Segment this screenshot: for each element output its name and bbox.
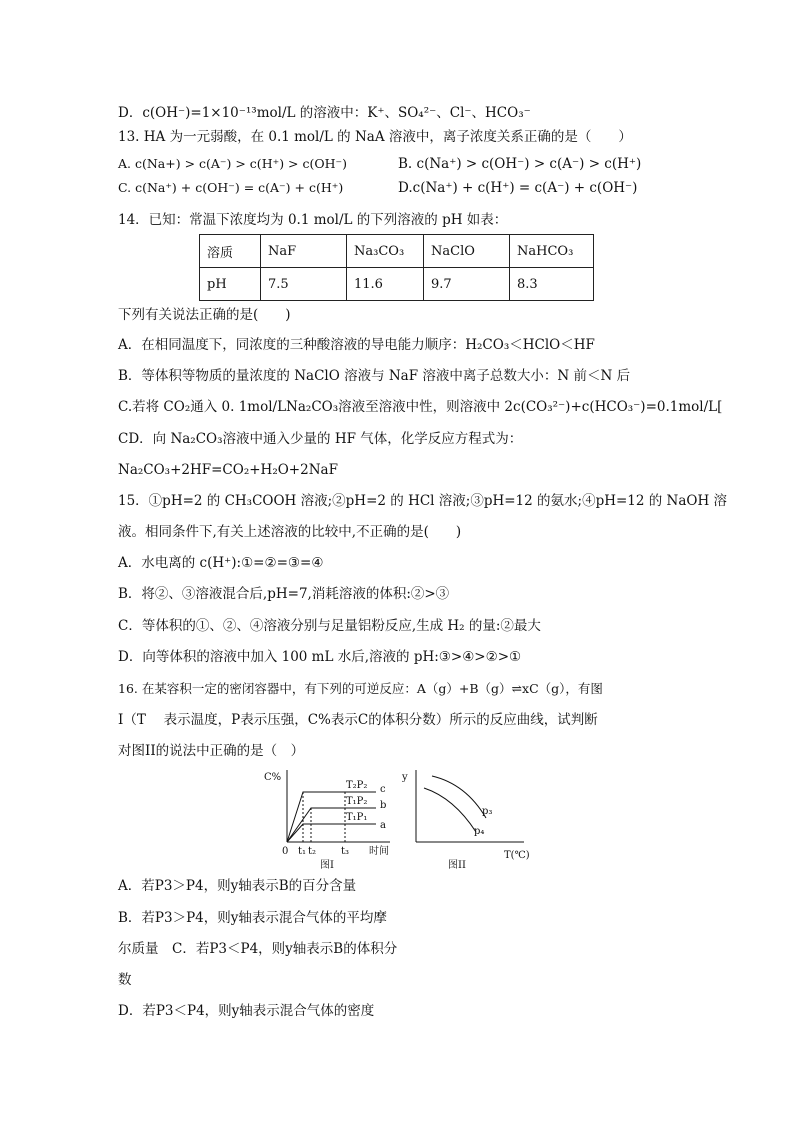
fig1-tag-a: a <box>380 820 386 831</box>
q16-stem-line3: 对图II的说法中正确的是（ ） <box>118 743 305 759</box>
fig2-xlabel: T(℃) <box>504 850 530 861</box>
fig1-tick-t1: t₁ <box>298 846 307 857</box>
fig1-xlabel: 时间 <box>369 846 389 857</box>
fig2-label-p3: p₃ <box>482 806 493 817</box>
q15-stem-line2: 液。相同条件下,有关上述溶液的比较中,不正确的是( ) <box>118 524 462 540</box>
q16-option-b-line1: B．若P3＞P4，则y轴表示混合气体的平均摩 <box>118 910 387 926</box>
fig2-curve-p4 <box>424 788 476 832</box>
q14-option-d-line2: Na₂CO₃+2HF=CO₂+H₂O+2NaF <box>118 462 338 478</box>
table-cell: 7.5 <box>261 268 347 301</box>
fig1-label-t2p2: T₂P₂ <box>346 780 368 791</box>
table-row <box>200 268 594 301</box>
fig2-label-p4: p₄ <box>474 826 485 837</box>
q13-option-a: A. c(Na+) > c(A⁻) > c(H⁺) > c(OH⁻) <box>118 156 347 171</box>
q14-option-a: A．在相同温度下，同浓度的三种酸溶液的导电能力顺序：H₂CO₃＜HClO＜HF <box>118 337 595 353</box>
fig1-tick-t3: t₃ <box>341 846 350 857</box>
table-cell: 溶质 <box>200 235 261 268</box>
table-cell: Na₃CO₃ <box>347 235 424 268</box>
ph-table <box>199 234 594 301</box>
q15-option-d: D．向等体积的溶液中加入 100 mL 水后,溶液的 pH:③>④>②>① <box>118 649 522 665</box>
fig1-tag-b: b <box>380 800 387 811</box>
q13-option-c: C. c(Na⁺) + c(OH⁻) = c(A⁻) + c(H⁺) <box>118 180 344 195</box>
q15-option-a: A．水电离的 c(H⁺):①=②=③=④ <box>118 555 324 571</box>
q13-option-b: B. c(Na⁺) > c(OH⁻) > c(A⁻) > c(H⁺) <box>398 156 642 172</box>
fig1-tick-0: 0 <box>282 846 289 857</box>
q14-stem: 14．已知：常温下浓度均为 0.1 mol/L 的下列溶液的 pH 如表： <box>118 212 508 228</box>
table-row <box>200 235 594 268</box>
table-cell: NaF <box>261 235 347 268</box>
fig1-caption: 图I <box>320 860 334 871</box>
q16-stem-line1: 16. 在某容积一定的密闭容器中，有下列的可逆反应：A（g）+B（g）⇌xC（g），有图 <box>118 681 603 696</box>
q16-option-b-line3: 数 <box>118 972 132 988</box>
fig2-caption: 图II <box>448 860 466 871</box>
q12-option-d: D．c(OH⁻)=1×10⁻¹³mol/L 的溶液中：K⁺、SO₄²⁻、Cl⁻、HCO₃⁻ <box>118 105 531 121</box>
table-cell: pH <box>200 268 261 301</box>
fig1-label-t1p1: T₁P₁ <box>346 812 368 823</box>
q15-option-b: B．将②、③溶液混合后,pH=7,消耗溶液的体积:②>③ <box>118 586 450 602</box>
q14-option-c: C.若将 CO₂通入 0. 1mol/LNa₂CO₃溶液至溶液中性，则溶液中 2c(CO₃²⁻)+c(HCO₃⁻)=0.1mol/L[ <box>118 399 723 415</box>
q13-option-d: D.c(Na⁺) + c(H⁺) = c(A⁻) + c(OH⁻) <box>398 180 638 196</box>
fig1-tag-c: c <box>380 784 386 795</box>
fig1-label-t1p2: T₁P₂ <box>346 796 368 807</box>
fig2-curve-p3 <box>432 776 486 818</box>
q13-stem: 13. HA 为一元弱酸，在 0.1 mol/L 的 NaA 溶液中，离子浓度关系正确的是（ ） <box>118 129 632 145</box>
table-cell: NaHCO₃ <box>510 235 594 268</box>
figure-1 <box>262 766 412 874</box>
fig1-ylabel: C% <box>264 772 282 783</box>
q14-option-b: B．等体积等物质的量浓度的 NaClO 溶液与 NaF 溶液中离子总数大小：N 前＜N 后 <box>118 368 631 384</box>
table-cell: 8.3 <box>510 268 594 301</box>
q16-option-d: D．若P3＜P4，则y轴表示混合气体的密度 <box>118 1003 375 1019</box>
q14-option-d-line1: CD．向 Na₂CO₃溶液中通入少量的 HF 气体，化学反应方程式为： <box>118 431 523 447</box>
q14-prompt: 下列有关说法正确的是( ) <box>118 307 291 323</box>
table-cell: 11.6 <box>347 268 424 301</box>
q15-stem-line1: 15．①pH=2 的 CH₃COOH 溶液;②pH=2 的 HCl 溶液;③pH=12 的氨水;④pH=12 的 NaOH 溶 <box>118 493 728 509</box>
fig1-tick-t2: t₂ <box>308 846 317 857</box>
q16-option-b-line2: 尔质量 C．若P3＜P4，则y轴表示B的体积分 <box>118 941 398 957</box>
q16-option-a: A．若P3＞P4，则y轴表示B的百分含量 <box>118 878 357 894</box>
table-cell: NaClO <box>424 235 510 268</box>
q16-stem-line2: I（T 表示温度，P表示压强，C%表示C的体积分数）所示的反应曲线，试判断 <box>118 712 598 728</box>
figure-2 <box>398 766 538 874</box>
fig2-ylabel: y <box>402 772 408 783</box>
q15-option-c: C．等体积的①、②、④溶液分别与足量铝粉反应,生成 H₂ 的量:②最大 <box>118 618 541 634</box>
table-cell: 9.7 <box>424 268 510 301</box>
fig1-curve-a <box>287 824 376 842</box>
